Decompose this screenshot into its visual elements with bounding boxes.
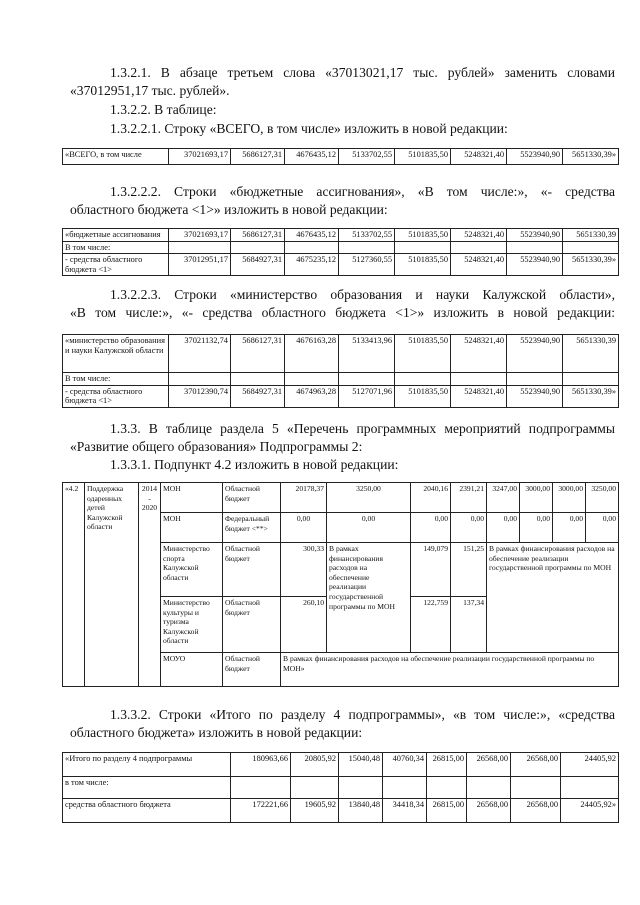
row-label: средства областного бюджета: [63, 799, 231, 823]
cell: 5684927,31: [231, 254, 285, 276]
merged-funding-note-bottom: В рамках финансирования расходов на обеспечение реализации государственной программы по МОН»: [281, 653, 619, 687]
paragraph-1-3-2-1: 1.3.2.1. В абзаце третьем слова «37013021,17 тыс. рублей» заменить словами: [110, 65, 615, 80]
cell: 5523940,90: [507, 229, 563, 242]
cell: 34418,34: [383, 799, 427, 823]
cell: 3000,00: [520, 483, 553, 513]
table-row: [63, 483, 619, 513]
cell: 24405,92»: [561, 799, 619, 823]
cell: [339, 241, 395, 254]
cell: 0,00: [281, 513, 327, 543]
cell: [339, 777, 383, 799]
cell: [395, 241, 451, 254]
cell: 26568,00: [467, 799, 511, 823]
executor: Министерство культуры и туризма Калужской области: [161, 597, 223, 653]
cell: [291, 777, 339, 799]
table-row: [63, 753, 619, 777]
table-row: [63, 373, 619, 386]
cell: 5523940,90: [507, 335, 563, 373]
table-section-4-total: [62, 752, 619, 823]
cell: 149,079: [411, 543, 451, 597]
funding-source: Областной бюджет: [223, 597, 281, 653]
paragraph-1-3-2-2-2: 1.3.2.2.2. Строки «бюджетные ассигнования», «В том числе:», «- средства: [110, 184, 615, 199]
cell: [285, 373, 339, 386]
cell: 20805,92: [291, 753, 339, 777]
cell: 5248321,40: [451, 149, 507, 165]
cell: 5133413,96: [339, 335, 395, 373]
cell: [169, 241, 231, 254]
cell: 13840,48: [339, 799, 383, 823]
merged-funding-note-right: В рамках финансирования расходов на обеспечение реализации государственной программы по МОН: [487, 543, 619, 653]
cell: 0,00: [487, 513, 520, 543]
merged-funding-note: В рамках финансирования расходов на обеспечение реализации государственной программы по МОН: [327, 543, 411, 653]
cell: 26568,00: [511, 753, 561, 777]
cell: 37021693,17: [169, 149, 231, 165]
cell: 5127071,96: [339, 385, 395, 407]
cell: [451, 241, 507, 254]
cell: 0,00: [327, 513, 411, 543]
paragraph-1-3-2-2: 1.3.2.2. В таблице:: [110, 102, 217, 117]
item-number: «4.2: [63, 483, 85, 687]
item-name: Поддержка одаренных детей Калужской области: [85, 483, 139, 687]
cell: [231, 373, 285, 386]
cell: 19605,92: [291, 799, 339, 823]
executor: МОУО: [161, 653, 223, 687]
cell: 3250,00: [327, 483, 411, 513]
cell: 37021132,74: [169, 335, 231, 373]
cell: 37012951,17: [169, 254, 231, 276]
cell: 4676163,28: [285, 335, 339, 373]
paragraph-1-3-3-1: 1.3.3.1. Подпункт 4.2 изложить в новой редакции:: [110, 457, 399, 472]
cell: 5101835,50: [395, 149, 451, 165]
cell: 3250,00: [586, 483, 619, 513]
cell: 5248321,40: [451, 229, 507, 242]
cell: 5101835,50: [395, 229, 451, 242]
table-total: [62, 148, 619, 165]
funding-source: Областной бюджет: [223, 653, 281, 687]
funding-source: Областной бюджет: [223, 543, 281, 597]
paragraph-1-3-2-2-2-cont: областного бюджета <1>» изложить в новой редакции:: [70, 202, 388, 217]
table-row: [63, 335, 619, 373]
cell: [507, 241, 563, 254]
cell: [285, 241, 339, 254]
cell: [467, 777, 511, 799]
cell: 3247,00: [487, 483, 520, 513]
paragraph-1-3-3-2: 1.3.3.2. Строки «Итого по разделу 4 подпрограммы», «в том числе:», «средства: [110, 707, 615, 722]
row-label: В том числе:: [63, 373, 169, 386]
funding-source: Федеральный бюджет <**>: [223, 513, 281, 543]
cell: 4675235,12: [285, 254, 339, 276]
cell: [383, 777, 427, 799]
row-label: в том числе:: [63, 777, 231, 799]
cell: 300,33: [281, 543, 327, 597]
cell: 5684927,31: [231, 385, 285, 407]
cell: 4676435,12: [285, 149, 339, 165]
cell: [169, 373, 231, 386]
cell: 5651330,39»: [563, 254, 619, 276]
cell: 151,25: [451, 543, 487, 597]
cell: 20178,37: [281, 483, 327, 513]
table-row: [63, 229, 619, 242]
cell: [231, 777, 291, 799]
table-budget-allocations: [62, 228, 619, 276]
cell: 0,00: [411, 513, 451, 543]
cell: 5523940,90: [507, 149, 563, 165]
cell: 37021693,17: [169, 229, 231, 242]
cell: 0,00: [451, 513, 487, 543]
cell: 5523940,90: [507, 254, 563, 276]
cell: 40760,34: [383, 753, 427, 777]
cell: 15040,48: [339, 753, 383, 777]
cell: [395, 373, 451, 386]
table-row: [63, 385, 619, 407]
cell: 5651330,39»: [563, 385, 619, 407]
cell: 26815,00: [427, 799, 467, 823]
executor: МОН: [161, 513, 223, 543]
cell: 0,00: [586, 513, 619, 543]
cell: 260,10: [281, 597, 327, 653]
cell: 2040,16: [411, 483, 451, 513]
cell: [427, 777, 467, 799]
cell: 137,34: [451, 597, 487, 653]
cell: 5101835,50: [395, 385, 451, 407]
paragraph-1-3-2-2-3: 1.3.2.2.3. Строки «министерство образования и науки Калужской области»,: [110, 287, 615, 302]
row-label: В том числе:: [63, 241, 169, 254]
cell: 5686127,31: [231, 149, 285, 165]
cell: [563, 373, 619, 386]
row-label: - средства областного бюджета <1>: [63, 385, 169, 407]
cell: 180963,66: [231, 753, 291, 777]
row-label: «ВСЕГО, в том числе: [63, 149, 169, 165]
paragraph-1-3-3: 1.3.3. В таблице раздела 5 «Перечень программных мероприятий подпрограммы: [110, 421, 615, 436]
cell: 122,759: [411, 597, 451, 653]
cell: 2391,21: [451, 483, 487, 513]
table-row: [63, 149, 619, 165]
row-label: «Итого по разделу 4 подпрограммы: [63, 753, 231, 777]
cell: 5248321,40: [451, 254, 507, 276]
paragraph-1-3-2-2-1: 1.3.2.2.1. Строку «ВСЕГО, в том числе» изложить в новой редакции:: [110, 121, 508, 136]
cell: 26568,00: [467, 753, 511, 777]
table-item-4-2: [62, 482, 619, 687]
cell: 37012390,74: [169, 385, 231, 407]
cell: 5133702,55: [339, 149, 395, 165]
item-years: 2014 - 2020: [139, 483, 161, 687]
cell: [339, 373, 395, 386]
cell: 26568,00: [511, 799, 561, 823]
cell: 0,00: [520, 513, 553, 543]
cell: 4674963,28: [285, 385, 339, 407]
cell: 3000,00: [553, 483, 586, 513]
cell: 5651330,39: [563, 229, 619, 242]
cell: [231, 241, 285, 254]
table-row: [63, 241, 619, 254]
funding-source: Областной бюджет: [223, 483, 281, 513]
paragraph-1-3-3-2-cont: областного бюджета» изложить в новой редакции:: [70, 725, 363, 740]
cell: [561, 777, 619, 799]
paragraph-1-3-2-1-cont: «37012951,17 тыс. рублей».: [70, 83, 230, 98]
cell: 5127360,55: [339, 254, 395, 276]
cell: 4676435,12: [285, 229, 339, 242]
executor: Министерство спорта Калужской области: [161, 543, 223, 597]
cell: 5686127,31: [231, 335, 285, 373]
cell: 5686127,31: [231, 229, 285, 242]
row-label: - средства областного бюджета <1>: [63, 254, 169, 276]
cell: 5248321,40: [451, 385, 507, 407]
cell: 5523940,90: [507, 385, 563, 407]
cell: 5651330,39»: [563, 149, 619, 165]
paragraph-1-3-2-2-3-cont: «В том числе:», «- средства областного бюджета <1>» изложить в новой редакции:: [70, 305, 615, 320]
cell: 26815,00: [427, 753, 467, 777]
executor: МОН: [161, 483, 223, 513]
cell: 5101835,50: [395, 335, 451, 373]
cell: 5133702,55: [339, 229, 395, 242]
cell: [507, 373, 563, 386]
cell: 0,00: [553, 513, 586, 543]
paragraph-1-3-3-cont: «Развитие общего образования» Подпрограммы 2:: [70, 439, 363, 454]
table-row: [63, 799, 619, 823]
table-ministry-education: [62, 334, 619, 408]
cell: 5101835,50: [395, 254, 451, 276]
row-label: «бюджетные ассигнования: [63, 229, 169, 242]
cell: [563, 241, 619, 254]
cell: 24405,92: [561, 753, 619, 777]
table-row: [63, 777, 619, 799]
cell: [511, 777, 561, 799]
cell: 5651330,39: [563, 335, 619, 373]
table-row: [63, 254, 619, 276]
cell: [451, 373, 507, 386]
cell: 172221,66: [231, 799, 291, 823]
cell: 5248321,40: [451, 335, 507, 373]
row-label: «министерство образования и науки Калужской области: [63, 335, 169, 373]
